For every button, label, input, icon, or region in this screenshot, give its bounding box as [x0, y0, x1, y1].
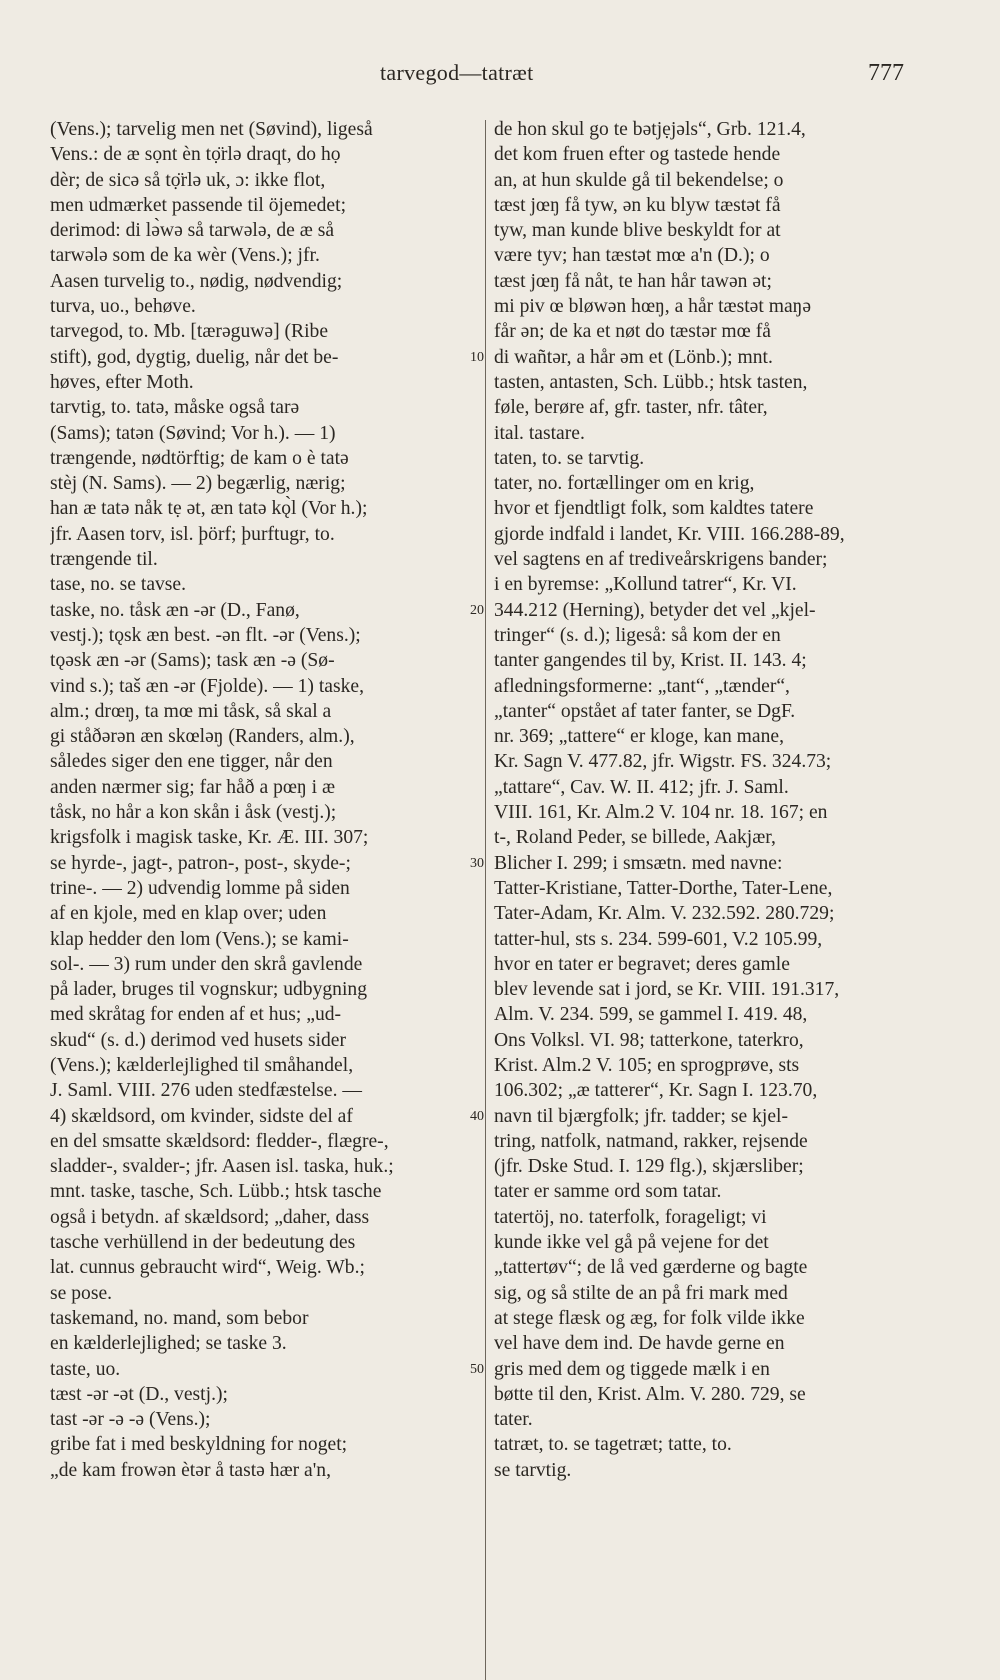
right-column-line: (jfr. Dske Stud. I. 129 flg.), skjærsliber;	[494, 1156, 804, 1178]
right-column-line: Tater-Adam, Kr. Alm. V. 232.592. 280.729;	[494, 903, 835, 925]
left-column-line: vestj.); tǫsk æn best. -ən flt. -ər (Vens.);	[50, 624, 361, 646]
right-column-line: vel sagtens en af trediveårskrigens bander;	[494, 549, 828, 571]
left-column-line: (Vens.); tarvelig men net (Søvind), ligeså	[50, 119, 373, 140]
right-column-line: ital. tastare.	[494, 422, 585, 444]
right-column-line: di wañtər, a hår əm et (Lönb.); mnt.	[494, 346, 773, 368]
left-column-line: tast -ər -ə -ə (Vens.);	[50, 1409, 211, 1431]
left-column-line: men udmærket passende til öjemedet;	[50, 194, 347, 216]
right-column-line: hvor et fjendtligt folk, som kaldtes tatere	[494, 498, 814, 520]
left-column-line: trængende, nødtörftig; de kam o è tatə	[50, 447, 349, 469]
left-column-line: mnt. taske, tasche, Sch. Lübb.; htsk tasche	[50, 1181, 382, 1203]
left-column-line: (Vens.); kælderlejlighed til småhandel,	[50, 1054, 354, 1076]
right-column-line: det kom fruen efter og tastede hende	[494, 144, 781, 166]
right-column-line: Tatter-Kristiane, Tatter-Dorthe, Tater-Lene,	[494, 877, 833, 899]
left-column-line: (Sams); tatən (Søvind; Vor h.). — 1)	[50, 422, 336, 444]
left-column-line: turva, uo., behøve.	[50, 296, 196, 318]
left-column-line: lat. cunnus gebraucht wird“, Weig. Wb.;	[50, 1257, 365, 1279]
left-column-line: af en kjole, med en klap over; uden	[50, 903, 327, 925]
left-column-line: skud“ (s. d.) derimod ved husets sider	[50, 1029, 347, 1051]
right-column-line: får ən; de ka et nøt do tæstər mœ få	[494, 321, 771, 343]
left-column-line: se hyrde-, jagt-, patron-, post-, skyde-;	[50, 852, 351, 874]
left-column-line: Aasen turvelig to., nødig, nødvendig;	[50, 270, 343, 292]
right-column-line: Kr. Sagn V. 477.82, jfr. Wigstr. FS. 324.73;	[494, 751, 832, 773]
column-divider	[485, 120, 486, 1680]
right-column-line: tring, natfolk, natmand, rakker, rejsende	[494, 1130, 808, 1152]
left-column-line: således siger den ene tigger, når den	[50, 751, 333, 773]
left-column-line: også i betydn. af skældsord; „daher, dass	[50, 1206, 370, 1228]
right-column-line: 344.212 (Herning), betyder det vel „kjel-	[494, 599, 816, 621]
right-column-line: tatræt, to. se tagetræt; tatte, to.	[494, 1434, 732, 1456]
left-column-line: alm.; drœŋ, ta mœ mi tåsk, så skal a	[50, 700, 332, 722]
left-column-line: stèj (N. Sams). — 2) begærlig, nærig;	[50, 473, 346, 495]
left-column-line: dèr; de sicə så tọ̈rlə uk, ɔ: ikke flot,	[50, 169, 326, 191]
left-column-line: trine-. — 2) udvendig lomme på siden	[50, 877, 350, 899]
left-column-line: tǫəsk æn -ər (Sams); task æn -ə (Sø-	[50, 650, 335, 672]
left-column-line: jfr. Aasen torv, isl. þörf; þurftugr, to.	[50, 523, 335, 545]
left-column-line: J. Saml. VIII. 276 uden stedfæstelse. —	[50, 1080, 363, 1102]
line-number: 30	[470, 855, 484, 871]
line-number: 40	[470, 1108, 484, 1124]
right-column-line: Ons Volksl. VI. 98; tatterkone, taterkro,	[494, 1029, 804, 1051]
right-column-line: hvor en tater er begravet; deres gamle	[494, 953, 790, 975]
left-column-line: tarwələ som de ka wèr (Vens.); jfr.	[50, 245, 320, 267]
left-column-line: „de kam frowən ètər å tastə hær a'n,	[50, 1459, 331, 1481]
left-column-line: taste, uo.	[50, 1358, 121, 1380]
right-column-line: tringer“ (s. d.); ligeså: så kom der en	[494, 624, 781, 646]
right-column-line: afledningsformerne: „tant“, „tænder“,	[494, 675, 790, 697]
left-column-line: han æ tatə nåk tẹ ət, æn tatə kǫ̀l (Vor h.);	[50, 498, 368, 520]
right-column-line: Blicher I. 299; i smsætn. med navne:	[494, 852, 783, 874]
left-column-line: tåsk, no hår a kon skån i åsk (vestj.);	[50, 802, 337, 824]
right-column-line: blev levende sat i jord, se Kr. VIII. 191.317,	[494, 979, 840, 1001]
right-column-line: nr. 369; „tattere“ er kloge, kan mane,	[494, 726, 784, 748]
left-column-line: se pose.	[50, 1282, 113, 1304]
left-column-line: derimod: di lə̀wə så tarwələ, de æ så	[50, 220, 335, 242]
right-column-line: Alm. V. 234. 599, se gammel I. 419. 48,	[494, 1004, 808, 1026]
right-column-line: t-, Roland Peder, se billede, Aakjær,	[494, 827, 776, 849]
line-number: 20	[470, 602, 484, 618]
right-column-line: tasten, antasten, Sch. Lübb.; htsk tasten,	[494, 371, 808, 393]
left-column-line: med skråtag for enden af et hus; „ud-	[50, 1004, 342, 1026]
right-column-line: taten, to. se tarvtig.	[494, 447, 645, 469]
right-column-line: tæst jœŋ få nåt, te han hår tawən ət;	[494, 270, 772, 292]
right-column-line: „tattertøv“; de lå ved gærderne og bagte	[494, 1257, 808, 1279]
right-column-line: tæst jœŋ få tyw, ən ku blyw tæstət få	[494, 194, 781, 216]
line-number: 50	[470, 1361, 484, 1377]
right-column-line: føle, berøre af, gfr. taster, nfr. tâter,	[494, 397, 768, 419]
right-column-line: tatter-hul, sts s. 234. 599-601, V.2 105.99,	[494, 928, 823, 950]
left-column-line: taskemand, no. mand, som bebor	[50, 1307, 309, 1329]
right-column-line: i en byremse: „Kollund tatrer“, Kr. VI.	[494, 574, 797, 596]
left-column-line: tase, no. se tavse.	[50, 574, 187, 596]
left-column-line: tasche verhüllend in der bedeutung des	[50, 1232, 356, 1254]
right-column-line: gjorde indfald i landet, Kr. VIII. 166.288-89,	[494, 523, 845, 545]
left-column-line: på lader, bruges til vognskur; udbygning	[50, 979, 368, 1001]
right-column-line: navn til bjærgfolk; jfr. tadder; se kjel-	[494, 1105, 789, 1127]
left-column-line: klap hedder den lom (Vens.); se kami-	[50, 928, 349, 950]
right-column-line: tater.	[494, 1409, 533, 1431]
page-number: 777	[868, 60, 904, 86]
left-column-line: tarvtig, to. tatə, måske også tarə	[50, 397, 300, 419]
line-number: 10	[470, 349, 484, 365]
right-column-line: 106.302; „æ tatterer“, Kr. Sagn I. 123.70,	[494, 1080, 818, 1102]
right-column-line: tyw, man kunde blive beskyldt for at	[494, 220, 781, 242]
right-column-line: bøtte til den, Krist. Alm. V. 280. 729, se	[494, 1383, 806, 1405]
right-column-line: mi piv œ bløwən hœŋ, a hår tæstət maŋə	[494, 296, 812, 318]
left-column-line: 4) skældsord, om kvinder, sidste del af	[50, 1105, 353, 1127]
left-column	[50, 117, 482, 1483]
left-column-line: gribe fat i med beskyldning for noget;	[50, 1434, 348, 1456]
left-column-line: krigsfolk i magisk taske, Kr. Æ. III. 307;	[50, 827, 369, 849]
right-column-line: være tyv; han tæstət mœ a'n (D.); o	[494, 245, 770, 267]
right-column-line: „tanter“ opstået af tater fanter, se DgF.	[494, 700, 796, 722]
left-column-line: Vens.: de æ sọnt èn tọ̈rlə draqt, do họ	[50, 144, 341, 166]
left-column-line: en del smsatte skældsord: fledder-, flægre-,	[50, 1130, 389, 1152]
right-column-line: „tattare“, Cav. W. II. 412; jfr. J. Saml.	[494, 776, 789, 798]
right-column-line: tater er samme ord som tatar.	[494, 1181, 722, 1203]
left-column-line: trængende til.	[50, 549, 158, 571]
running-head: tarvegod—tatræt	[380, 60, 534, 85]
right-column-line: de hon skul go te bətjẹjəls“, Grb. 121.4,	[494, 119, 806, 140]
left-column-line: sol-. — 3) rum under den skrå gavlende	[50, 953, 363, 975]
left-column-line: høves, efter Moth.	[50, 371, 194, 393]
right-column-line: tanter gangendes til by, Krist. II. 143. 4;	[494, 650, 807, 672]
right-column-line: VIII. 161, Kr. Alm.2 V. 104 nr. 18. 167; en	[494, 802, 828, 824]
left-column-line: tæst -ər -ət (D., vestj.);	[50, 1383, 228, 1405]
left-column-line: stift), god, dygtig, duelig, når det be-	[50, 346, 339, 368]
left-column-line: sladder-, svalder-; jfr. Aasen isl. taska, huk.;	[50, 1156, 394, 1178]
right-column-line: tater, no. fortællinger om en krig,	[494, 473, 755, 495]
right-column-line: sig, og så stilte de an på fri mark med	[494, 1282, 788, 1304]
left-column-line: en kælderlejlighed; se taske 3.	[50, 1333, 287, 1355]
right-column-line: at stege flæsk og æg, for folk vilde ikke	[494, 1307, 805, 1329]
right-column-line: an, at hun skulde gå til bekendelse; o	[494, 169, 784, 191]
right-column	[494, 117, 946, 1483]
right-column-line: vel have dem ind. De havde gerne en	[494, 1333, 785, 1355]
right-column-line: tatertöj, no. taterfolk, forageligt; vi	[494, 1206, 767, 1228]
left-column-line: taske, no. tåsk æn -ər (D., Fanø,	[50, 599, 300, 621]
right-column-line: Krist. Alm.2 V. 105; en sprogprøve, sts	[494, 1054, 800, 1076]
left-column-line: anden nærmer sig; far håð a pœŋ i æ	[50, 776, 336, 798]
right-column-line: kunde ikke vel gå på vejene for det	[494, 1232, 769, 1254]
left-column-line: tarvegod, to. Mb. [tærəguwə] (Ribe	[50, 321, 329, 343]
left-column-line: vind s.); taš æn -ər (Fjolde). — 1) taske,	[50, 675, 364, 697]
right-column-line: se tarvtig.	[494, 1459, 572, 1481]
left-column-line: gi ståðərən æn skœləŋ (Randers, alm.),	[50, 726, 355, 748]
right-column-line: gris med dem og tiggede mælk i en	[494, 1358, 770, 1380]
